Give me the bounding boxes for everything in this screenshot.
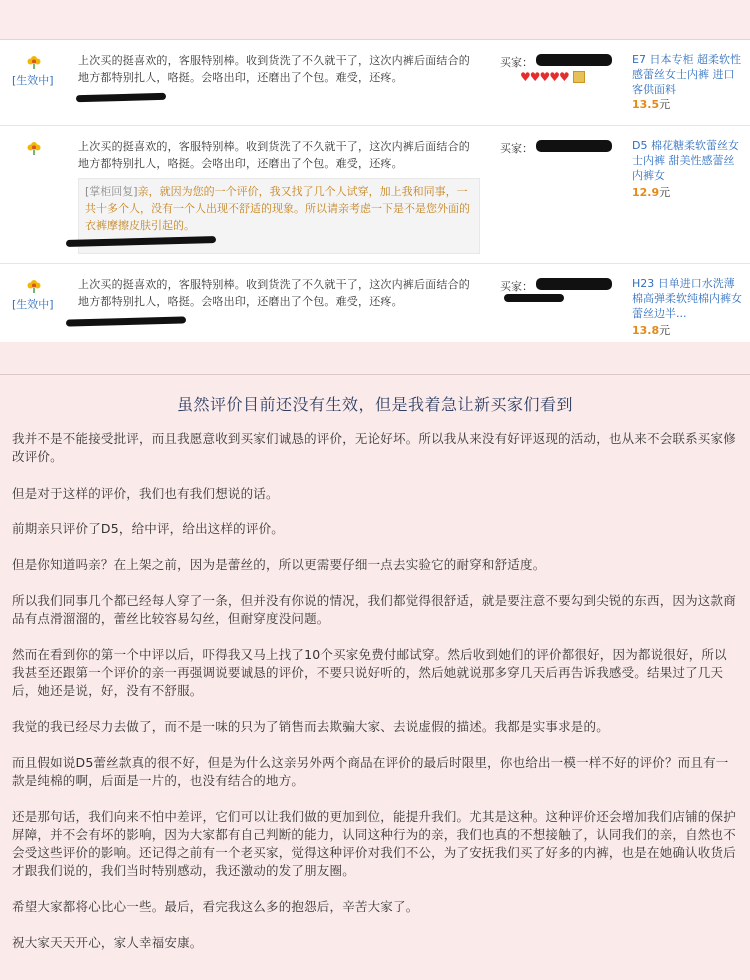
article-paragraph: 希望大家都将心比心一些。最后，看完我这么多的抱怨后，辛苦大家了。 [12, 899, 419, 914]
article-paragraph: 祝大家天天开心，家人幸福安康。 [12, 935, 203, 950]
review-comment: 上次买的挺喜欢的，客服特别棒。收到货洗了不久就干了，这次内裤后面结合的地方都特别扎人，咯挺。会咯出印，还磨出了个包。难受，还疼。 [78, 140, 470, 170]
buyer-name-redacted [536, 140, 612, 152]
status-badge: [生效中] [12, 74, 54, 87]
article-paragraph: 我觉的我已经尽力去做了，而不是一味的只为了销售而去欺骗大家、去说虚假的描述。我都是实事求是的。 [12, 719, 609, 734]
article-paragraph: 但是对于这样的评价，我们也有我们想说的话。 [12, 486, 279, 501]
buyer-name-redacted [536, 54, 612, 66]
product-price: 13.8元 [632, 324, 671, 337]
section-divider [0, 374, 750, 375]
credit-hearts: ♥♥♥♥♥ [520, 70, 585, 84]
level-badge-icon [573, 71, 585, 83]
product-link[interactable]: E7 日本专柜 超柔软性感蕾丝女士内裤 进口客供面料 [632, 53, 741, 96]
reply-tag: [掌柜回复] [85, 185, 138, 198]
buyer-credit-redacted [504, 294, 564, 302]
flower-icon [26, 278, 42, 294]
review-row [0, 40, 750, 126]
buyer-name-redacted [536, 278, 612, 290]
review-comment: 上次买的挺喜欢的，客服特别棒。收到货洗了不久就干了，这次内裤后面结合的地方都特别扎人，咯挺。会咯出印，还磨出了个包。难受，还疼。 [78, 278, 470, 308]
product-link[interactable]: H23 日单进口水洗薄棉高弹柔软纯棉内裤女 蕾丝边半... [632, 277, 742, 320]
article-headline: 虽然评价目前还没有生效，但是我着急让新买家们看到 [176, 395, 573, 414]
product-price: 13.5元 [632, 98, 671, 111]
product-link[interactable]: D5 棉花糖柔软蕾丝女士内裤 甜美性感蕾丝内裤女 [632, 139, 739, 182]
review-comment: 上次买的挺喜欢的，客服特别棒。收到货洗了不久就干了，这次内裤后面结合的地方都特别扎人，咯挺。会咯出印，还磨出了个包。难受，还疼。 [78, 54, 470, 84]
article-paragraph: 然而在看到你的第一个中评以后，吓得我又马上找了10个买家免费付邮试穿。然后收到她们的评价都很好，因为都说很好，所以我甚至还跟第一个评价的亲一再强调说要诚恳的评价，不要只说好听的，然后她就说那多穿几天后再告诉我感受。结果过了几天后，她还是说，好，没有不舒服。 [12, 647, 727, 698]
top-strip [0, 0, 750, 40]
article-paragraph: 还是那句话，我们向来不怕中差评，它们可以让我们做的更加到位，能提升我们。尤其是这种。这种评价还会增加我们店铺的保护屏障，并不会有坏的影响，因为大家都有自己判断的能力，认同这种行为的亲，我们也真的不想接触了，认同我们的亲，自然也不会受这些评价的影响。还记得之前有一个老买家，觉得这种评价对我们不公，为了安抚我们买了好多的内裤，也是在她确认收货后才跟我们说的，我们当时特别感动，我还激动的发了朋友圈。 [12, 809, 736, 878]
redaction-mark [66, 316, 186, 326]
article-paragraph: 所以我们同事几个都已经每人穿了一条，但并没有你说的情况，我们都觉得很舒适，就是要注意不要勾到尖锐的东西，因为这款商品有点滑溜溜的，蕾丝比较容易勾丝，但耐穿度没问题。 [12, 593, 736, 626]
buyer-label: 买家： [500, 56, 533, 69]
article-paragraph: 我并不是不能接受批评，而且我愿意收到买家们诚恳的评价，无论好坏。所以我从来没有好评返现的活动，也从来不会联系买家修改评价。 [12, 431, 736, 464]
reply-text: 亲，就因为您的一个评价，我又找了几个人试穿，加上我和同事，一共十多个人，没有一个人出现不舒适的现象。所以请亲考虑一下是不是您外面的衣裤摩擦皮肤引起的。 [85, 185, 470, 232]
review-row [0, 126, 750, 264]
redaction-mark [76, 93, 166, 102]
article-paragraph: 但是你知道吗亲？在上架之前，因为是蕾丝的，所以更需要仔细一点去实验它的耐穿和舒适度。 [12, 557, 546, 572]
flower-icon [26, 54, 42, 70]
buyer-label: 买家： [500, 280, 533, 293]
article-paragraph: 前期亲只评价了D5，给中评，给出这样的评价。 [12, 521, 284, 536]
status-badge: [生效中] [12, 298, 54, 311]
article-paragraph: 而且假如说D5蕾丝款真的很不好，但是为什么这亲另外两个商品在评价的最后时限里，你也给出一模一样不好的评价？而且有一款是纯棉的啊，后面是一片的，也没有结合的地方。 [12, 755, 729, 788]
flower-icon [26, 140, 42, 156]
buyer-label: 买家： [500, 142, 533, 155]
product-price: 12.9元 [632, 186, 671, 199]
review-row [0, 264, 750, 342]
review-list [0, 40, 750, 342]
